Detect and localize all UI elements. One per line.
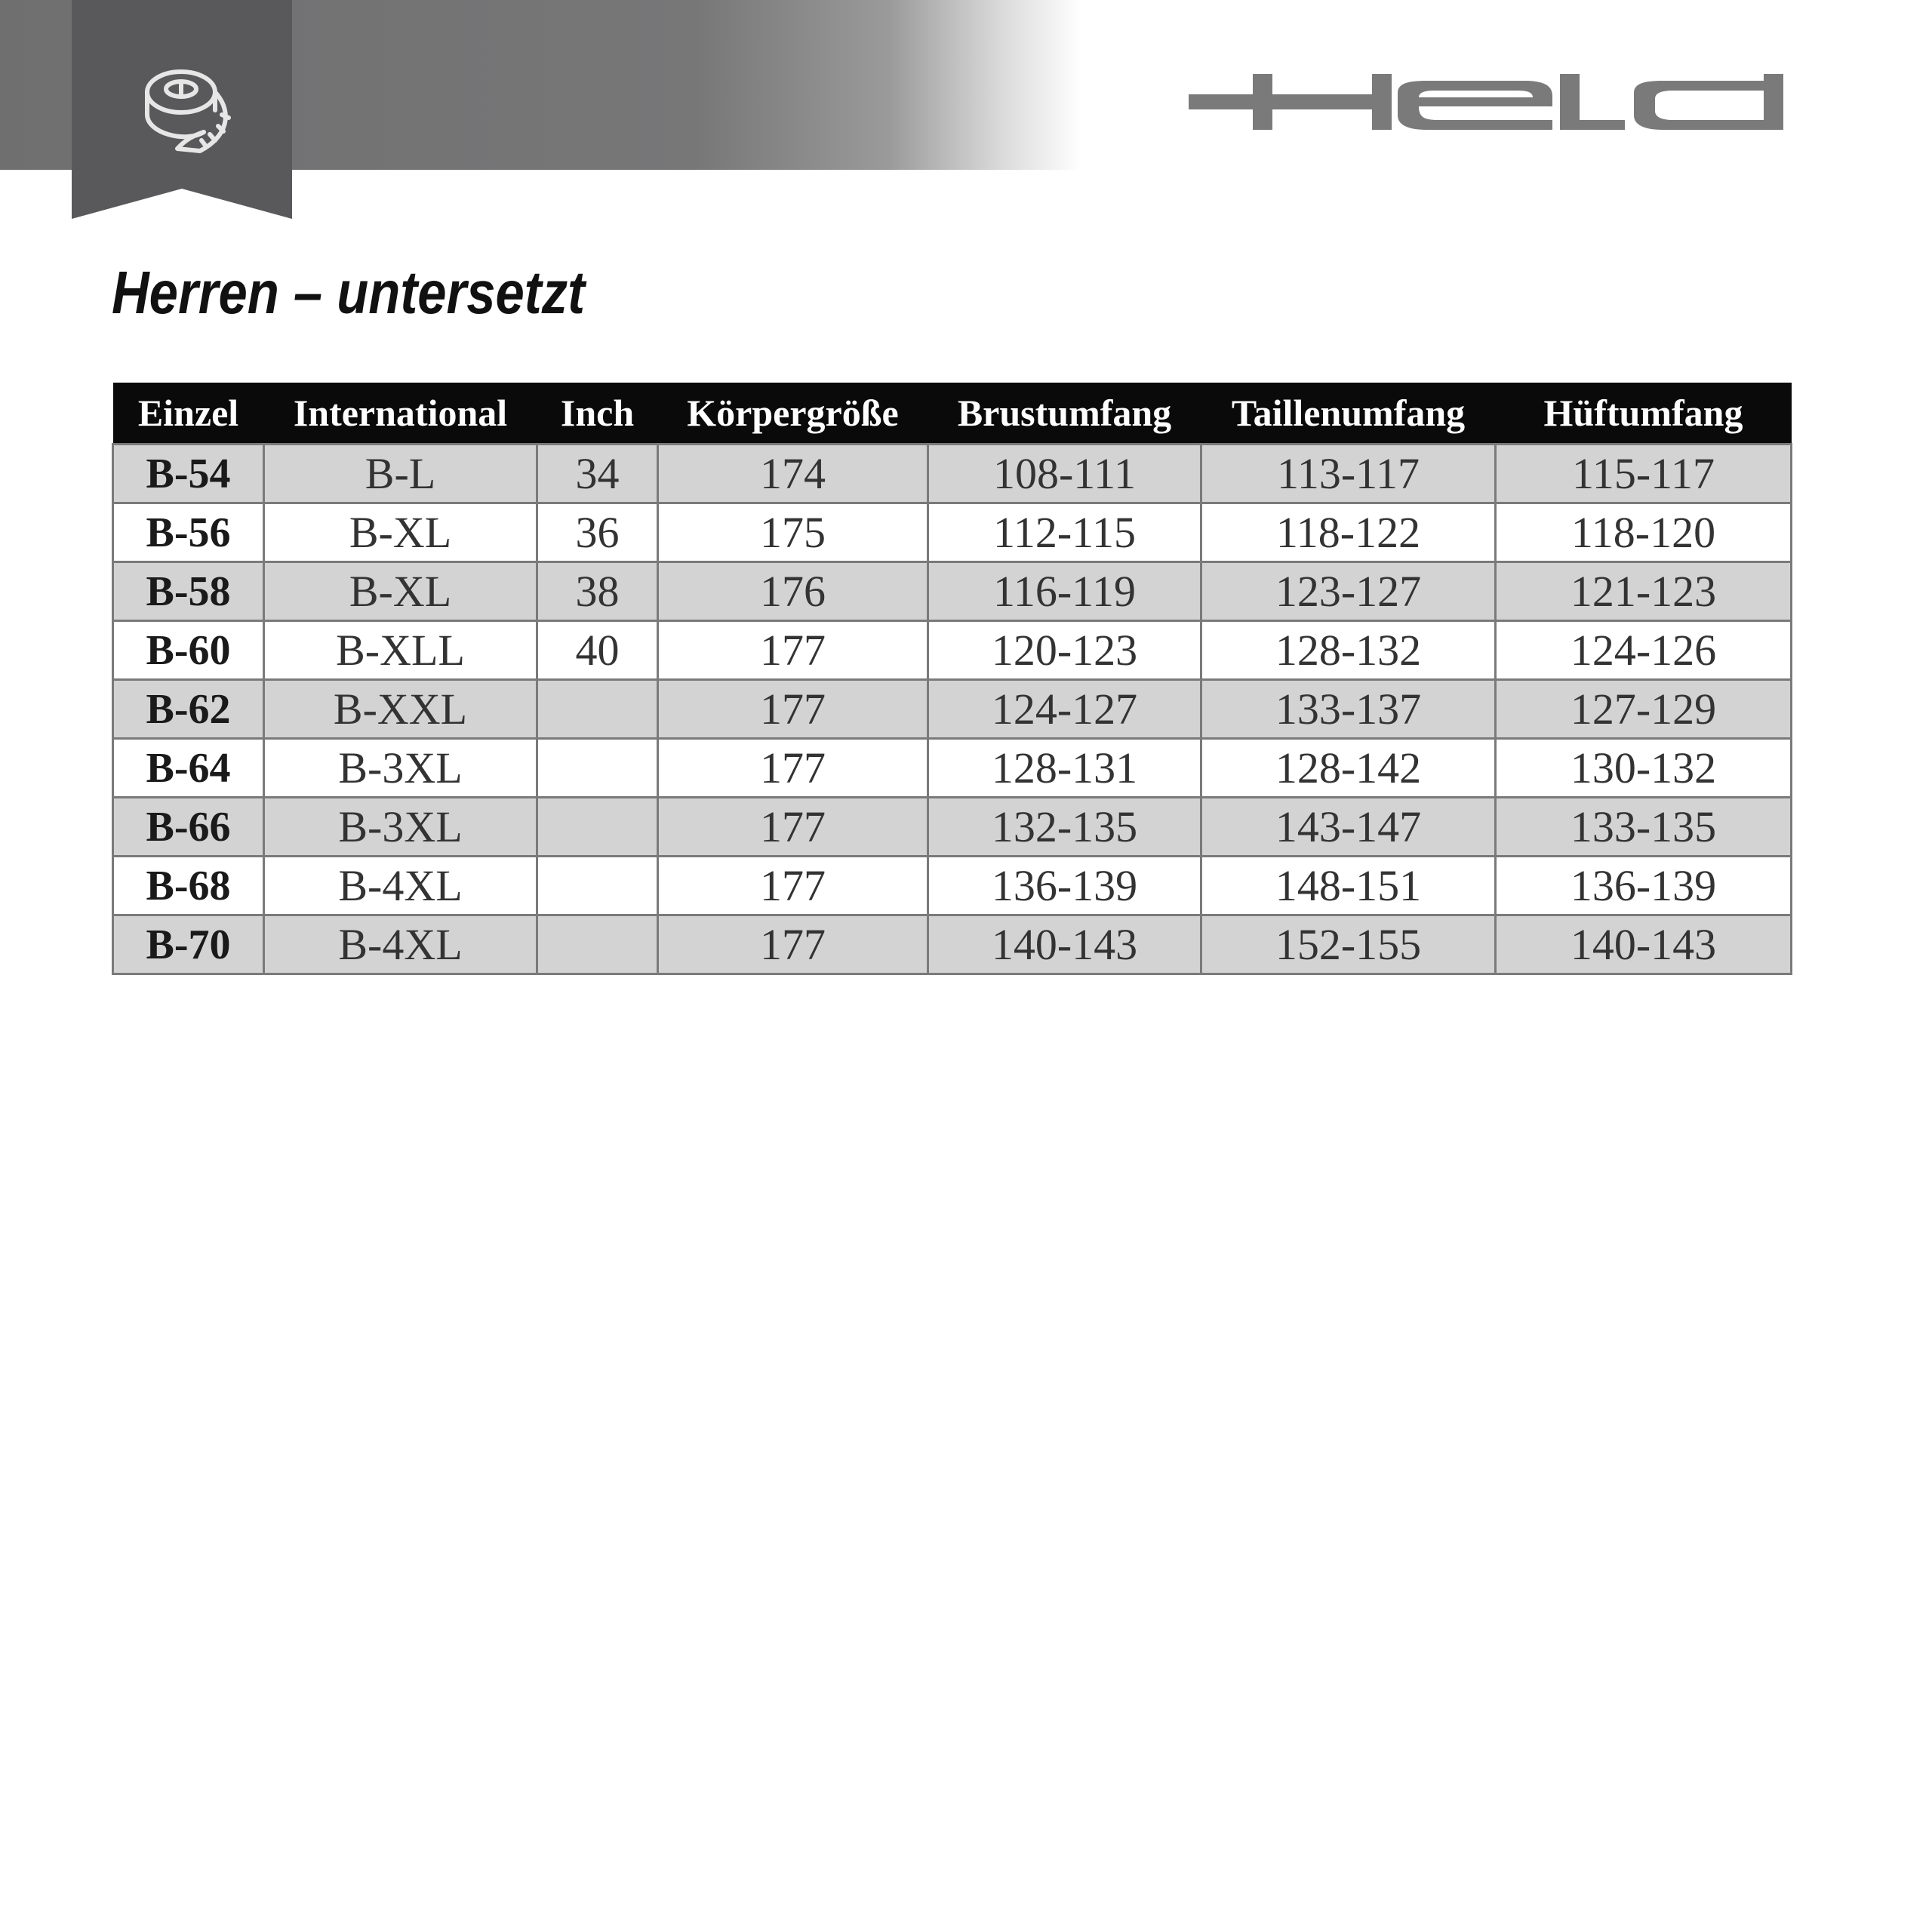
cell-international: B-3XL [264, 739, 537, 798]
cell-hueftumfang: 140-143 [1496, 915, 1792, 974]
cell-inch: 40 [537, 621, 658, 680]
cell-koerpergroesse: 174 [658, 445, 928, 503]
column-header: Brustumfang [928, 383, 1201, 445]
cell-koerpergroesse: 177 [658, 915, 928, 974]
cell-taillenumfang: 128-132 [1201, 621, 1496, 680]
cell-taillenumfang: 118-122 [1201, 503, 1496, 562]
cell-inch [537, 915, 658, 974]
cell-brustumfang: 116-119 [928, 562, 1201, 621]
cell-taillenumfang: 113-117 [1201, 445, 1496, 503]
cell-hueftumfang: 130-132 [1496, 739, 1792, 798]
cell-international: B-XL [264, 503, 537, 562]
table-row [113, 857, 1792, 915]
size-chart-table [112, 383, 1792, 975]
cell-koerpergroesse: 176 [658, 562, 928, 621]
cell-hueftumfang: 124-126 [1496, 621, 1792, 680]
cell-einzel: B-58 [113, 562, 264, 621]
table-row [113, 562, 1792, 621]
column-header: Taillenumfang [1201, 383, 1496, 445]
cell-einzel: B-66 [113, 798, 264, 857]
cell-international: B-XXL [264, 680, 537, 739]
cell-koerpergroesse: 177 [658, 798, 928, 857]
cell-brustumfang: 128-131 [928, 739, 1201, 798]
cell-einzel: B-60 [113, 621, 264, 680]
cell-einzel: B-62 [113, 680, 264, 739]
cell-einzel: B-54 [113, 445, 264, 503]
table-row [113, 739, 1792, 798]
table-row [113, 621, 1792, 680]
cell-brustumfang: 124-127 [928, 680, 1201, 739]
cell-hueftumfang: 127-129 [1496, 680, 1792, 739]
cell-brustumfang: 140-143 [928, 915, 1201, 974]
table-row [113, 680, 1792, 739]
cell-einzel: B-68 [113, 857, 264, 915]
cell-brustumfang: 108-111 [928, 445, 1201, 503]
cell-inch: 38 [537, 562, 658, 621]
column-header: Inch [537, 383, 658, 445]
cell-international: B-4XL [264, 857, 537, 915]
cell-inch [537, 798, 658, 857]
cell-hueftumfang: 133-135 [1496, 798, 1792, 857]
held-logo [1189, 72, 1789, 132]
column-header: International [264, 383, 537, 445]
cell-inch [537, 739, 658, 798]
table-row [113, 503, 1792, 562]
column-header: Einzel [113, 383, 264, 445]
table-header-row [113, 383, 1792, 445]
cell-taillenumfang: 133-137 [1201, 680, 1496, 739]
cell-international: B-XLL [264, 621, 537, 680]
cell-taillenumfang: 152-155 [1201, 915, 1496, 974]
cell-taillenumfang: 123-127 [1201, 562, 1496, 621]
cell-brustumfang: 112-115 [928, 503, 1201, 562]
cell-koerpergroesse: 177 [658, 680, 928, 739]
cell-inch: 36 [537, 503, 658, 562]
cell-einzel: B-56 [113, 503, 264, 562]
page-title: Herren – untersetzt [112, 259, 586, 326]
cell-taillenumfang: 148-151 [1201, 857, 1496, 915]
cell-einzel: B-70 [113, 915, 264, 974]
cell-taillenumfang: 143-147 [1201, 798, 1496, 857]
cell-brustumfang: 136-139 [928, 857, 1201, 915]
cell-international: B-XL [264, 562, 537, 621]
header-ribbon [72, 0, 292, 220]
table-row [113, 915, 1792, 974]
cell-hueftumfang: 121-123 [1496, 562, 1792, 621]
table-row [113, 445, 1792, 503]
column-header: Hüftumfang [1496, 383, 1792, 445]
cell-einzel: B-64 [113, 739, 264, 798]
cell-international: B-L [264, 445, 537, 503]
cell-inch [537, 680, 658, 739]
cell-inch [537, 857, 658, 915]
cell-inch: 34 [537, 445, 658, 503]
cell-koerpergroesse: 175 [658, 503, 928, 562]
cell-hueftumfang: 136-139 [1496, 857, 1792, 915]
cell-koerpergroesse: 177 [658, 739, 928, 798]
cell-brustumfang: 120-123 [928, 621, 1201, 680]
cell-international: B-4XL [264, 915, 537, 974]
cell-hueftumfang: 118-120 [1496, 503, 1792, 562]
cell-international: B-3XL [264, 798, 537, 857]
cell-hueftumfang: 115-117 [1496, 445, 1792, 503]
cell-brustumfang: 132-135 [928, 798, 1201, 857]
column-header: Körpergröße [658, 383, 928, 445]
cell-koerpergroesse: 177 [658, 857, 928, 915]
cell-koerpergroesse: 177 [658, 621, 928, 680]
cell-taillenumfang: 128-142 [1201, 739, 1496, 798]
held-logo-mark [1189, 72, 1789, 132]
table-row [113, 798, 1792, 857]
